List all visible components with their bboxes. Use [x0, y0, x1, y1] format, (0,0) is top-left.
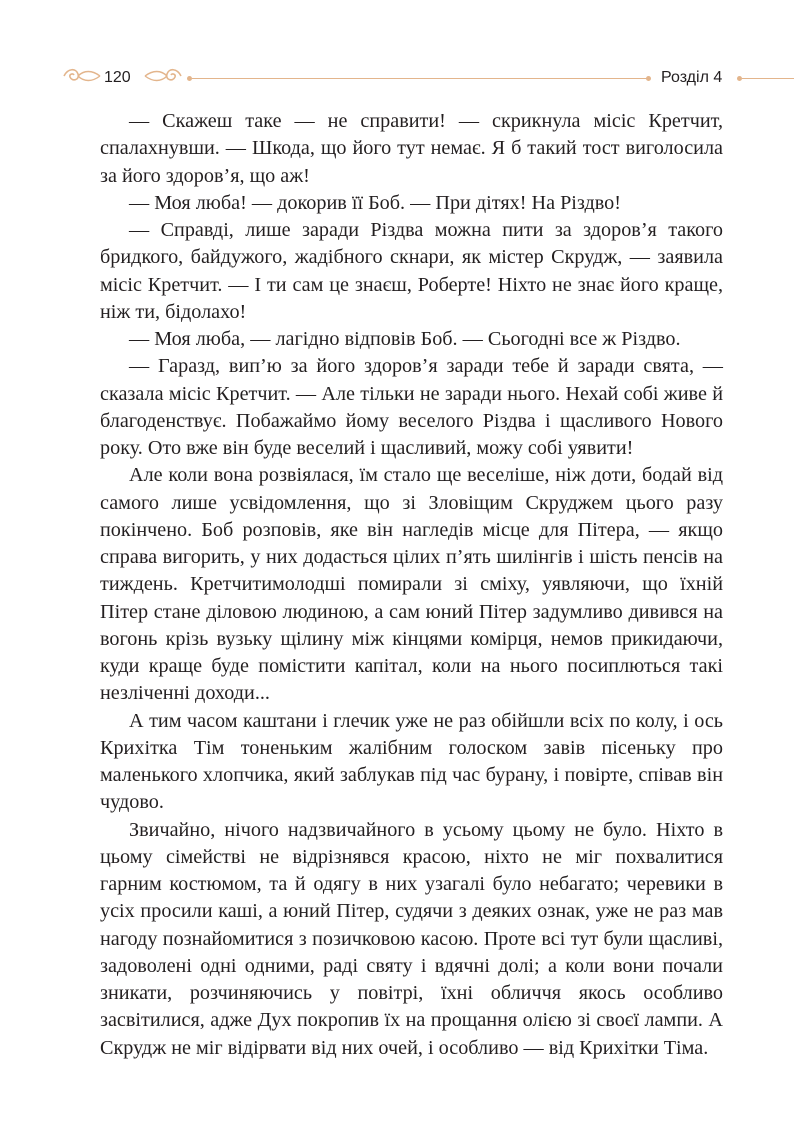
- paragraph: Але коли вона розвіялася, їм стало ще веселіше, ніж доти, бодай від самого лише усвідомлення, що зі Зловіщим Скруджем цього разу покінчено. Боб розповів, яке він нагледів місце для Пітера, — якщо справа вигорить, у них додасться цілих п’ять шилінгів і шість пенсів на тиждень. Кретчитимолодші помирали зі сміху, уявляючи, що їхній Пітер стане діловою людиною, а сам юний Пітер задумливо дивився на вогонь крізь вузьку щілину між кінцями комірця, немов прикидаючи, куди краще буде помістити капітал, коли на нього посиплються такі незліченні доходи...: [100, 464, 723, 705]
- paragraph: А тим часом каштани і глечик уже не раз обійшли всіх по колу, і ось Крихітка Тім тоненьким жалібним голоском завів пісеньку про маленького хлопчика, який заблукав під час бурану, і повірте, співав він чудово.: [100, 709, 723, 814]
- running-header: [0, 66, 794, 92]
- paragraph: — Моя люба, — лагідно відповів Боб. — Сьогодні все ж Різдво.: [129, 328, 681, 350]
- paragraph: Звичайно, нічого надзвичайного в усьому цьому не було. Ніхто в цьому сімействі не відрізнявся красою, ніхто не міг похвалитися гарним костюмом, та й одягу в них узагалі було небагато; черевики в усіх просили каші, а юний Пітер, судячи з деяких ознак, уже не раз мав нагоду познайомитися з позичковою касою. Проте всі тут були щасливі, задоволені одні одними, раді святу і вдячні долі; а коли вони почали зникати, розчиняючись у повітрі, їхні обличчя якось особливо засвітилися, адже Дух покропив їх на прощання олією зі своєї лампи. А Скрудж не міг відірвати від них очей, і особливо — від Крихітки Тіма.: [100, 818, 723, 1059]
- paragraph: — Моя люба! — докорив її Боб. — При дітях! На Різдво!: [129, 191, 621, 214]
- right-ornament-icon: [143, 66, 183, 86]
- paragraph: — Гаразд, вип’ю за його здоров’я заради тебе й заради свята, — сказала місіс Кретчит. — Але тільки не заради нього. Нехай собі живе й благоденствує. Побажаймо йому веселого Різдва і щасливого Нового року. Ото вже він буде веселий і щасливий, можу собі уявити!: [100, 355, 723, 459]
- left-ornament-icon: [62, 66, 102, 86]
- paragraph: — Справді, лише заради Різдва можна пити за здоров’я такого бридкого, байдужого, жадібного скнари, як містер Скрудж, — заявила місіс Кретчит. — І ти сам це знаєш, Роберте! Ніхто не знає його краще, ніж ти, бідолахо!: [100, 219, 723, 323]
- header-rule-left: [192, 78, 647, 79]
- chapter-label: Розділ 4: [661, 69, 723, 86]
- header-rule-right: [742, 78, 794, 79]
- paragraph: — Скажеш таке — не справити! — скрикнула місіс Кретчит, спалахнувши. — Шкода, що його тут немає. Я б такий тост виголосила за його здоров’я, що аж!: [100, 110, 723, 187]
- body-text: [100, 108, 723, 1062]
- page-number: 120: [104, 69, 131, 86]
- rule-dot-right: [646, 76, 651, 81]
